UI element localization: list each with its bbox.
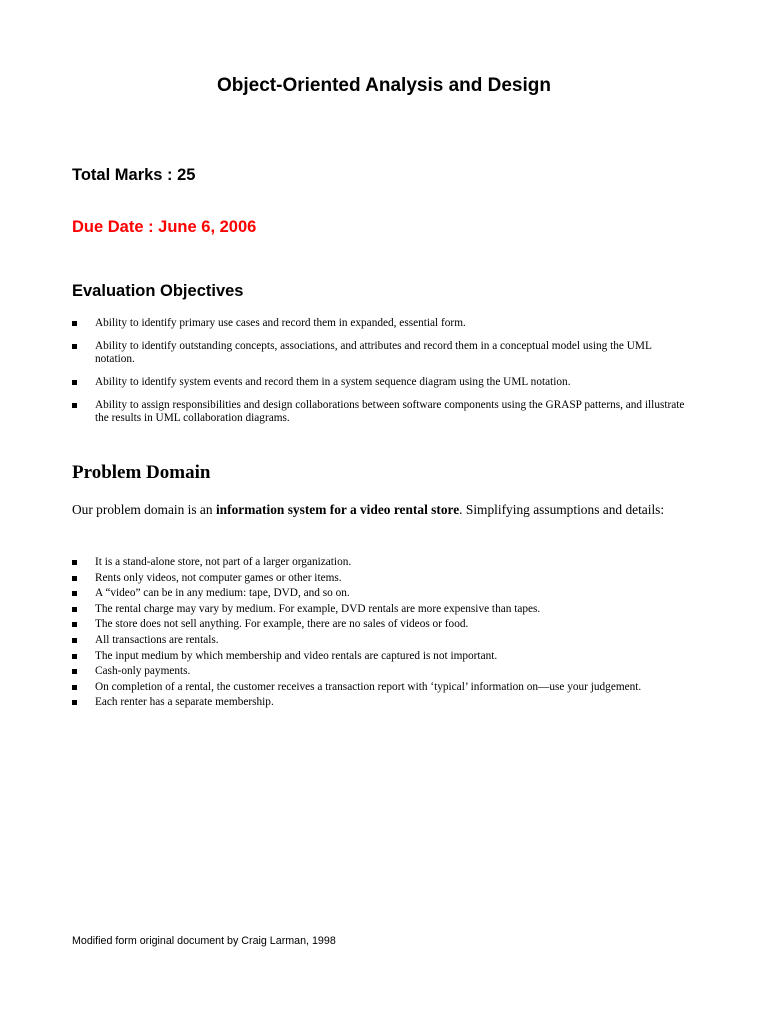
problem-domain-heading: Problem Domain <box>72 462 211 483</box>
square-bullet-icon <box>72 622 77 627</box>
intro-text-before: Our problem domain is an <box>72 502 216 517</box>
list-item <box>72 340 692 366</box>
list-item <box>72 603 692 616</box>
square-bullet-icon <box>72 380 77 385</box>
objective-text: Ability to identify primary use cases and record them in expanded, essential form. <box>95 317 466 329</box>
list-item <box>72 634 692 647</box>
due-date: Due Date : June 6, 2006 <box>72 218 257 236</box>
objectives-list <box>72 317 692 435</box>
document-title: Object-Oriented Analysis and Design <box>217 75 551 96</box>
assumptions-list <box>72 556 692 712</box>
assumption-text: The store does not sell anything. For example, there are no sales of videos or food. <box>95 618 469 631</box>
objective-text: Ability to identify outstanding concepts, associations, and attributes and record them in a conceptual model using the UML notation. <box>95 340 652 365</box>
assumption-text: All transactions are rentals. <box>95 633 219 646</box>
assumption-text: A “video” can be in any medium: tape, DVD, and so on. <box>95 587 350 600</box>
assumption-text: On completion of a rental, the customer receives a transaction report with ‘typical’ information on—use your judgement. <box>95 680 642 693</box>
document-footer: Modified form original document by Craig Larman, 1998 <box>72 935 336 947</box>
square-bullet-icon <box>72 591 77 596</box>
list-item <box>72 696 692 709</box>
square-bullet-icon <box>72 560 77 565</box>
square-bullet-icon <box>72 321 77 326</box>
objective-text: Ability to assign responsibilities and design collaborations between software components using the GRASP patterns, and illustrate the results in UML collaboration diagrams. <box>95 399 685 424</box>
assumption-text: Each renter has a separate membership. <box>95 696 274 709</box>
assumption-text: Cash-only payments. <box>95 665 191 678</box>
assumption-text: It is a stand-alone store, not part of a larger organization. <box>95 556 352 568</box>
list-item <box>72 665 692 678</box>
square-bullet-icon <box>72 669 77 674</box>
list-item <box>72 317 692 330</box>
list-item <box>72 556 692 569</box>
assumption-text: The input medium by which membership and video rentals are captured is not important. <box>95 649 498 662</box>
problem-intro <box>72 501 697 519</box>
list-item <box>72 399 692 425</box>
list-item <box>72 681 692 694</box>
intro-text-after: . Simplifying assumptions and details: <box>459 502 665 517</box>
square-bullet-icon <box>72 700 77 705</box>
square-bullet-icon <box>72 403 77 408</box>
square-bullet-icon <box>72 654 77 659</box>
assumption-text: The rental charge may vary by medium. For example, DVD rentals are more expensive than tapes. <box>95 602 541 615</box>
assumption-text: Rents only videos, not computer games or other items. <box>95 571 342 584</box>
square-bullet-icon <box>72 638 77 643</box>
list-item <box>72 618 692 631</box>
list-item <box>72 572 692 585</box>
square-bullet-icon <box>72 344 77 349</box>
total-marks: Total Marks : 25 <box>72 166 196 184</box>
square-bullet-icon <box>72 576 77 581</box>
evaluation-objectives-heading: Evaluation Objectives <box>72 282 244 300</box>
list-item <box>72 587 692 600</box>
list-item <box>72 650 692 663</box>
square-bullet-icon <box>72 607 77 612</box>
objective-text: Ability to identify system events and record them in a system sequence diagram using the UML notation. <box>95 376 571 388</box>
square-bullet-icon <box>72 685 77 690</box>
intro-text-bold: information system for a video rental store <box>215 502 460 517</box>
list-item <box>72 376 692 389</box>
